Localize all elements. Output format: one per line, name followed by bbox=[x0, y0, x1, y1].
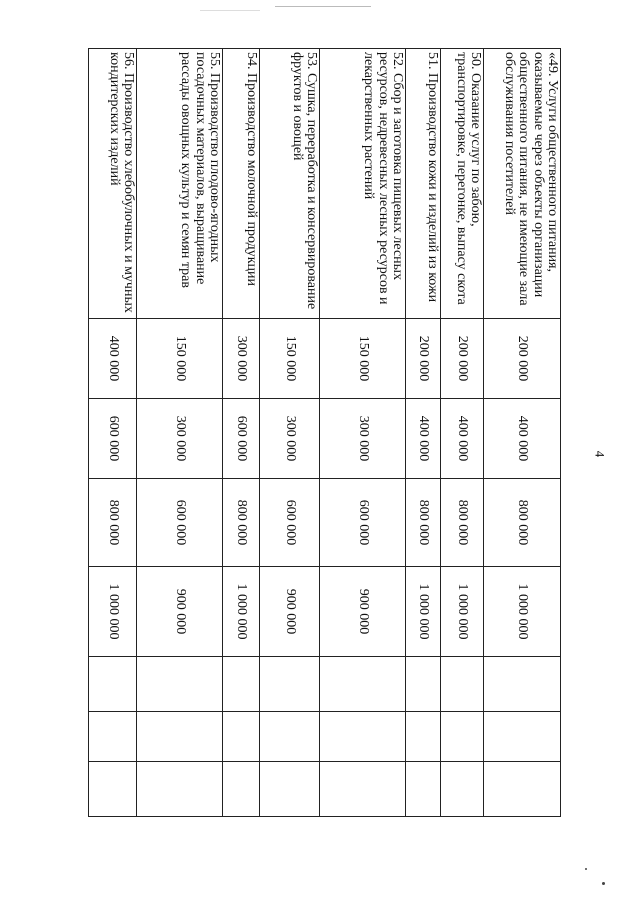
scan-edge-line bbox=[275, 6, 371, 7]
value-cell bbox=[483, 657, 560, 712]
value-cell: 300 000 bbox=[137, 399, 223, 479]
activity-name: Производство хлебобулочных и мучных кондитерских изделий bbox=[106, 52, 137, 313]
activity-name: Производство кожи и изделий из кожи bbox=[425, 73, 441, 303]
value-cell: 600 000 bbox=[260, 479, 320, 567]
value-cell bbox=[89, 657, 137, 712]
row-number: 50. bbox=[467, 52, 483, 70]
value-cell bbox=[89, 712, 137, 762]
value-cell: 900 000 bbox=[320, 567, 406, 657]
value-cell: 800 000 bbox=[441, 479, 484, 567]
value-cell: 1 000 000 bbox=[89, 567, 137, 657]
value-cell: 300 000 bbox=[260, 399, 320, 479]
value-cell bbox=[260, 712, 320, 762]
value-cell: 800 000 bbox=[483, 479, 560, 567]
value-cell bbox=[222, 712, 259, 762]
value-cell bbox=[260, 657, 320, 712]
activity-name: Производство плодово-ягодных посадочных материалов, выращивание рассады овощных культур и семян трав bbox=[178, 52, 222, 289]
value-cell: 600 000 bbox=[222, 399, 259, 479]
row-number: 51. bbox=[425, 52, 441, 70]
table-row bbox=[441, 49, 484, 817]
activity-cell bbox=[405, 49, 440, 319]
value-cell bbox=[137, 762, 223, 817]
table-row bbox=[89, 49, 137, 817]
value-cell bbox=[441, 712, 484, 762]
scan-speck bbox=[602, 882, 605, 885]
value-cell: 1 000 000 bbox=[405, 567, 440, 657]
row-number: 53. bbox=[304, 52, 320, 70]
value-cell: 200 000 bbox=[483, 319, 560, 399]
value-cell bbox=[483, 762, 560, 817]
activity-name: Оказание услуг по забою, транспортировке, перегонке, выпасу скота bbox=[453, 52, 483, 305]
activity-cell bbox=[137, 49, 223, 319]
value-cell: 1 000 000 bbox=[483, 567, 560, 657]
activity-name: Производство молочной продукции bbox=[244, 73, 260, 287]
value-cell bbox=[320, 762, 406, 817]
row-number: 55. bbox=[206, 52, 222, 70]
value-cell: 600 000 bbox=[320, 479, 406, 567]
value-cell bbox=[405, 762, 440, 817]
value-cell: 600 000 bbox=[137, 479, 223, 567]
activity-name: Сбор и заготовка пищевых лесных ресурсов, недревесных лесных ресурсов и лекарственных растений bbox=[361, 52, 405, 305]
activity-cell bbox=[260, 49, 320, 319]
scan-edge-line bbox=[200, 10, 260, 11]
value-cell: 200 000 bbox=[405, 319, 440, 399]
value-cell: 600 000 bbox=[89, 399, 137, 479]
table-row bbox=[483, 49, 560, 817]
value-cell bbox=[137, 657, 223, 712]
activity-name: Услуги общественного питания, оказываемые через объекты организации общественного питания, не имеющие зала обслуживания посетителей bbox=[502, 52, 560, 306]
activity-table bbox=[88, 48, 561, 817]
value-cell bbox=[320, 657, 406, 712]
value-cell: 400 000 bbox=[89, 319, 137, 399]
value-cell: 400 000 bbox=[441, 399, 484, 479]
table-row bbox=[222, 49, 259, 817]
table-row bbox=[320, 49, 406, 817]
value-cell: 800 000 bbox=[405, 479, 440, 567]
activity-cell bbox=[483, 49, 560, 319]
activity-cell bbox=[89, 49, 137, 319]
value-cell: 800 000 bbox=[89, 479, 137, 567]
table-row bbox=[137, 49, 223, 817]
value-cell bbox=[441, 657, 484, 712]
row-number: 54. bbox=[244, 52, 260, 70]
value-cell: 1 000 000 bbox=[222, 567, 259, 657]
value-cell: 900 000 bbox=[137, 567, 223, 657]
value-cell bbox=[222, 657, 259, 712]
rotated-table-container bbox=[88, 48, 561, 816]
value-cell bbox=[137, 712, 223, 762]
value-cell bbox=[260, 762, 320, 817]
activity-name: Сушка, переработка и консервирование фруктов и овощей bbox=[289, 52, 320, 310]
table-row bbox=[260, 49, 320, 817]
value-cell: 800 000 bbox=[222, 479, 259, 567]
value-cell bbox=[441, 762, 484, 817]
row-number: «49. bbox=[545, 52, 560, 77]
row-number: 52. bbox=[389, 52, 405, 70]
page-number: 4 bbox=[592, 450, 608, 458]
value-cell bbox=[89, 762, 137, 817]
value-cell: 300 000 bbox=[222, 319, 259, 399]
table-row bbox=[405, 49, 440, 817]
scan-speck bbox=[585, 868, 587, 870]
value-cell: 300 000 bbox=[320, 399, 406, 479]
value-cell: 400 000 bbox=[405, 399, 440, 479]
value-cell bbox=[483, 712, 560, 762]
value-cell: 900 000 bbox=[260, 567, 320, 657]
value-cell: 150 000 bbox=[260, 319, 320, 399]
value-cell: 150 000 bbox=[137, 319, 223, 399]
value-cell bbox=[405, 657, 440, 712]
row-number: 56. bbox=[121, 52, 137, 70]
activity-cell bbox=[320, 49, 406, 319]
activity-cell bbox=[441, 49, 484, 319]
activity-cell bbox=[222, 49, 259, 319]
value-cell bbox=[320, 712, 406, 762]
value-cell bbox=[222, 762, 259, 817]
value-cell: 1 000 000 bbox=[441, 567, 484, 657]
value-cell bbox=[405, 712, 440, 762]
value-cell: 400 000 bbox=[483, 399, 560, 479]
value-cell: 150 000 bbox=[320, 319, 406, 399]
value-cell: 200 000 bbox=[441, 319, 484, 399]
